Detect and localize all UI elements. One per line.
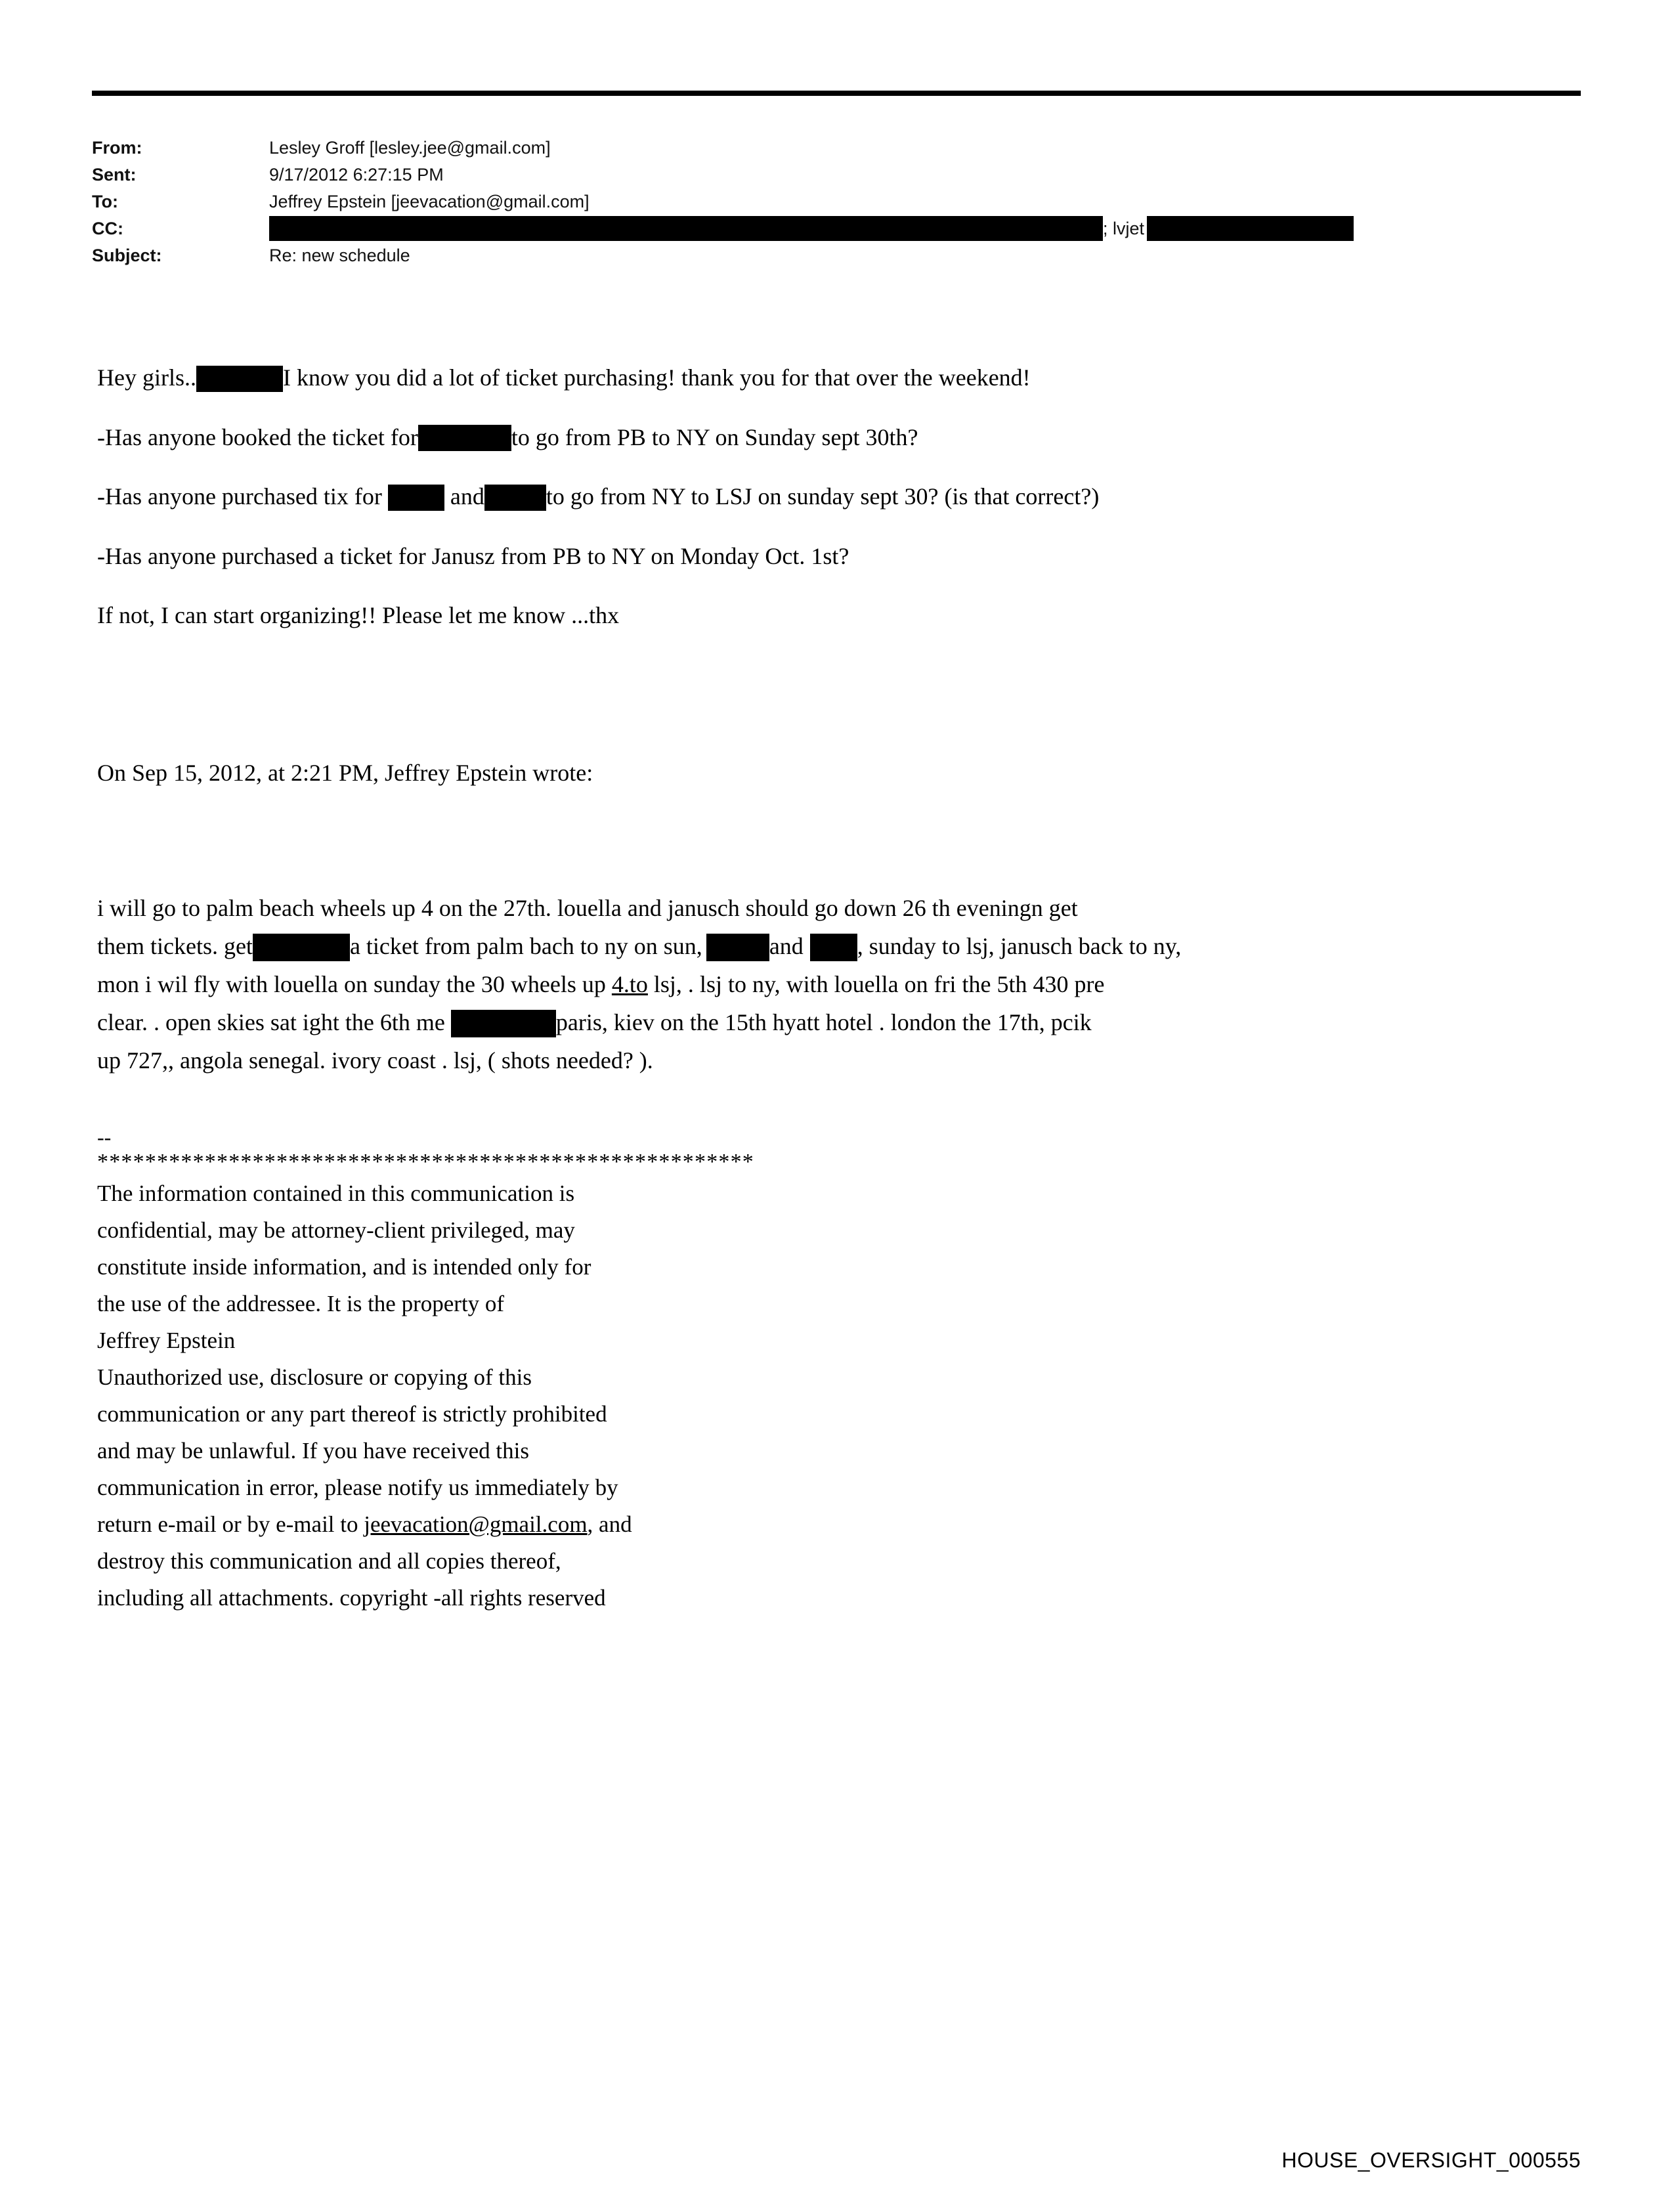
quote-line-2a: them tickets. get (97, 933, 253, 960)
quote-line-2b: a ticket from palm bach to ny on sun, (349, 933, 702, 960)
redaction-bar (451, 1010, 556, 1037)
signature-email-suffix: , and (587, 1511, 632, 1538)
header-row-subject (92, 242, 1581, 269)
signature-email-link[interactable]: jeevacation@gmail.com (364, 1511, 588, 1538)
quoted-intro: On Sep 15, 2012, at 2:21 PM, Jeffrey Epstein wrote: (97, 760, 593, 787)
signature-line: The information contained in this communication is (97, 1181, 575, 1207)
quote-line-4a: clear. . open skies sat ight the 6th me (97, 1009, 451, 1036)
quote-line-2c: and (769, 933, 804, 960)
paragraph-question-2 (97, 481, 1594, 512)
quote-line-4b: paris, kiev on the 15th hyatt hotel . london the 17th, pcik (555, 1009, 1092, 1036)
email-signature (97, 1125, 1594, 1616)
signature-line: the use of the addressee. It is the property of (97, 1291, 505, 1317)
header-row-from (92, 135, 1581, 162)
paragraph-question-3: -Has anyone purchased a ticket for Janusz from PB to NY on Monday Oct. 1st? (97, 543, 849, 570)
question2-text-1: -Has anyone purchased tix for (97, 483, 388, 510)
bates-stamp: HOUSE_OVERSIGHT_000555 (1281, 2148, 1581, 2172)
header-label-subject: Subject: (92, 246, 162, 265)
paragraph-closing: If not, I can start organizing!! Please let me know ...thx (97, 602, 620, 629)
greeting-text-1: Hey girls.. (97, 364, 196, 391)
header-label-sent: Sent: (92, 165, 137, 184)
header-label-from: From: (92, 138, 142, 158)
redaction-bar (253, 934, 350, 961)
signature-line: and may be unlawful. If you have received this (97, 1438, 529, 1464)
quote-line-1: i will go to palm beach wheels up 4 on the 27th. louella and janusch should go down 26 th eveningn get (97, 895, 1078, 922)
header-row-sent (92, 162, 1581, 188)
signature-line: Jeffrey Epstein (97, 1328, 236, 1354)
signature-line: communication in error, please notify us immediately by (97, 1475, 618, 1501)
quote-line-3-underline: 4.to (611, 971, 648, 998)
redaction-bar (810, 934, 857, 961)
redaction-bar (388, 485, 444, 511)
paragraph-greeting (97, 362, 1594, 393)
quoted-message (97, 889, 1587, 1079)
signature-email-prefix: return e-mail or by e-mail to (97, 1511, 364, 1538)
question1-text-1: -Has anyone booked the ticket for (97, 423, 418, 450)
signature-line: communication or any part thereof is strictly prohibited (97, 1401, 607, 1427)
redaction-bar (418, 425, 511, 451)
header-label-to: To: (92, 192, 118, 211)
redaction-bar (706, 934, 769, 961)
redaction-bar (484, 485, 546, 511)
header-value-sent: 9/17/2012 6:27:15 PM (269, 165, 444, 184)
paragraph-question-1 (97, 422, 1594, 453)
header-value-subject: Re: new schedule (269, 246, 410, 265)
header-value-to: Jeffrey Epstein [jeevacation@gmail.com] (269, 192, 590, 211)
quote-line-2d: , sunday to lsj, janusch back to ny, (857, 933, 1182, 960)
signature-line: destroy this communication and all copies thereof, (97, 1548, 561, 1574)
header-row-cc (92, 215, 1581, 242)
question1-text-2: to go from PB to NY on Sunday sept 30th? (511, 423, 918, 450)
signature-line: including all attachments. copyright -all rights reserved (97, 1585, 606, 1611)
header-label-cc: CC: (92, 219, 123, 238)
spacer (97, 817, 1594, 889)
header-value-cc (269, 215, 1581, 242)
signature-line: confidential, may be attorney-client privileged, may (97, 1217, 575, 1244)
quote-line-3b: lsj, . lsj to ny, with louella on fri the 5th 430 pre (647, 971, 1105, 998)
question2-text-3: to go from NY to LSJ on sunday sept 30? (is that correct?) (546, 483, 1100, 510)
email-header (92, 135, 1581, 269)
greeting-text-2: I know you did a lot of ticket purchasing! thank you for that over the weekend! (282, 364, 1031, 391)
signature-line: Unauthorized use, disclosure or copying of this (97, 1364, 532, 1391)
signature-stars: ******************************************************* (97, 1150, 754, 1175)
email-body (97, 362, 1594, 1616)
redaction-bar (196, 366, 283, 392)
question2-text-2: and (444, 483, 484, 510)
header-row-to (92, 188, 1581, 215)
signature-line: constitute inside information, and is intended only for (97, 1254, 591, 1280)
signature-email-line (97, 1506, 1594, 1543)
redaction-bar (269, 216, 1103, 241)
header-value-from: Lesley Groff [lesley.jee@gmail.com] (269, 138, 551, 158)
quote-line-5: up 727,, angola senegal. ivory coast . lsj, ( shots needed? ). (97, 1047, 653, 1074)
header-cc-trailing: ; lvjet (1103, 219, 1145, 238)
redaction-bar (1147, 216, 1354, 241)
signature-dashes: -- (97, 1125, 112, 1150)
spacer (97, 659, 1594, 758)
quote-line-3a: mon i wil fly with louella on sunday the 30 wheels up (97, 971, 612, 998)
header-rule (92, 91, 1581, 96)
